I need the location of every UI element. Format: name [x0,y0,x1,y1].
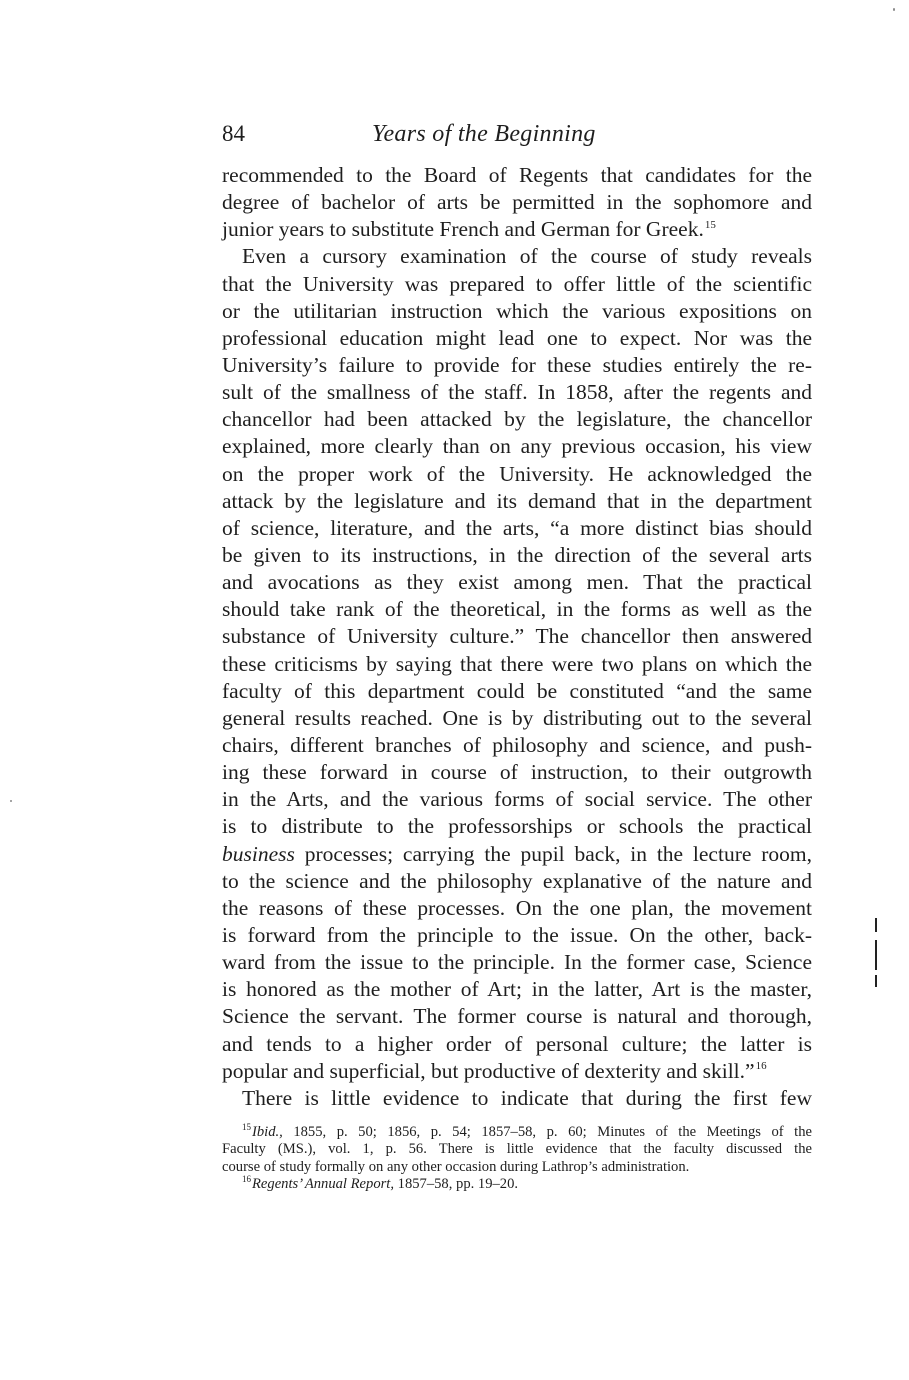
text-line [222,651,812,678]
text-line [222,841,812,868]
margin-mark [875,918,877,932]
text-line [222,216,812,243]
line-text: in the Arts, and the various forms of social service. The other [222,787,812,812]
italic-text: Ibid., [252,1124,283,1140]
text-line [222,596,812,623]
text-line [222,379,812,406]
footnote-line [222,1159,812,1176]
text-line [222,1085,812,1112]
line-text: substance of University culture.” The chancellor then answered [222,624,812,649]
body-text [222,162,812,1112]
line-text: sult of the smallness of the staff. In 1858, after the regents and [222,380,812,405]
line-text: professional education might lead one to expect. Nor was the [222,325,812,350]
line-text: explained, more clearly than on any previous occasion, his view [222,434,812,459]
line-text: of science, literature, and the arts, “a more distinct bias should [222,515,812,540]
text-line [222,786,812,813]
line-text: recommended to the Board of Regents that candidates for the [222,163,812,187]
line-text: popular and superficial, but productive of dexterity and skill.” [222,1058,755,1083]
text-line [222,569,812,596]
text-line [222,461,812,488]
line-text: degree of bachelor of arts be permitted in the sophomore and [222,190,812,215]
text-line [222,325,812,352]
text-line [222,922,812,949]
page-header [222,116,812,156]
text-line [222,433,812,460]
line-text: attack by the legislature and its demand that in the department [222,488,812,513]
line-text: 1857–58, pp. 19–20. [394,1176,519,1193]
line-text: and tends to a higher order of personal culture; the latter is [222,1031,812,1056]
footnote-line [222,1124,812,1141]
footnote-reference: 16 [755,1060,767,1073]
page-number: 84 [222,121,245,146]
line-text: Faculty (MS.), vol. 1, p. 56. There is little evidence that the faculty discussed the [222,1141,812,1158]
line-text: be given to its instructions, in the direction of the several arts [222,542,812,567]
text-line [222,1003,812,1030]
text-line [222,542,812,569]
text-line [222,678,812,705]
line-text: or the utilitarian instruction which the various expositions on [222,298,812,323]
text-line [222,271,812,298]
text-line [222,298,812,325]
line-text: processes; carrying the pupil back, in the lecture room, [294,841,812,866]
scan-speck [893,8,895,11]
line-text: is forward from the principle to the issue. On the other, back- [222,922,812,947]
text-line [222,352,812,379]
line-text: chairs, different branches of philosophy and science, and push- [222,732,812,757]
line-text: the reasons of these processes. On the one plan, the movement [222,895,812,920]
line-text: junior years to substitute French and German for Greek. [222,217,704,242]
italic-text: Regents’ Annual Report, [252,1176,394,1193]
margin-mark [875,975,877,987]
footnote-line [222,1141,812,1158]
text-line [222,732,812,759]
running-title: Years of the Beginning [372,121,596,147]
text-line [222,162,812,189]
line-text: There is little evidence to indicate that during the first few [242,1085,812,1110]
line-text: University’s failure to provide for these studies entirely the re- [222,352,812,377]
line-text: 1855, p. 50; 1856, p. 54; 1857–58, p. 60; Minutes of the Meetings of the [282,1124,812,1140]
line-text: Science the servant. The former course is natural and thorough, [222,1004,812,1029]
footnote-marker: 15 [242,1122,251,1133]
text-line [222,895,812,922]
line-text: Even a cursory examination of the course of study reveals [242,244,812,269]
line-text: that the University was prepared to offer little of the scientific [222,271,812,296]
footnote-marker: 16 [242,1174,251,1185]
line-text: general results reached. One is by distributing out to the several [222,705,812,730]
margin-mark [875,940,877,970]
text-line [222,1031,812,1058]
text-line [222,488,812,515]
footnotes [222,1124,812,1194]
scan-speck [10,800,12,802]
line-text: ing these forward in course of instruction, to their outgrowth [222,760,812,785]
line-text: ward from the issue to the principle. In the former case, Science [222,950,812,975]
line-text: is honored as the mother of Art; in the latter, Art is the master, [222,977,812,1002]
text-line [222,1058,812,1085]
text-line [222,949,812,976]
line-text: faculty of this department could be constituted “and the same [222,678,812,703]
line-text: and avocations as they exist among men. That the practical [222,570,812,595]
italic-text: business [222,841,295,866]
footnote-line [222,1176,812,1193]
text-line [222,406,812,433]
line-text: course of study formally on any other occasion during Lathrop’s administration. [222,1158,690,1175]
text-line [222,813,812,840]
text-line [222,976,812,1003]
line-text: should take rank of the theoretical, in the forms as well as the [222,597,812,622]
footnote-reference: 15 [704,219,716,232]
line-text: these criticisms by saying that there were two plans on which the [222,651,812,676]
text-line [222,189,812,216]
text-line [222,243,812,270]
text-line [222,759,812,786]
text-line [222,515,812,542]
text-line [222,705,812,732]
line-text: to the science and the philosophy explanative of the nature and [222,868,812,893]
text-line [222,623,812,650]
line-text: chancellor had been attacked by the legislature, the chancellor [222,407,812,432]
line-text: is to distribute to the professorships or schools the practical [222,814,812,839]
line-text: on the proper work of the University. He acknowledged the [222,461,812,486]
text-line [222,868,812,895]
